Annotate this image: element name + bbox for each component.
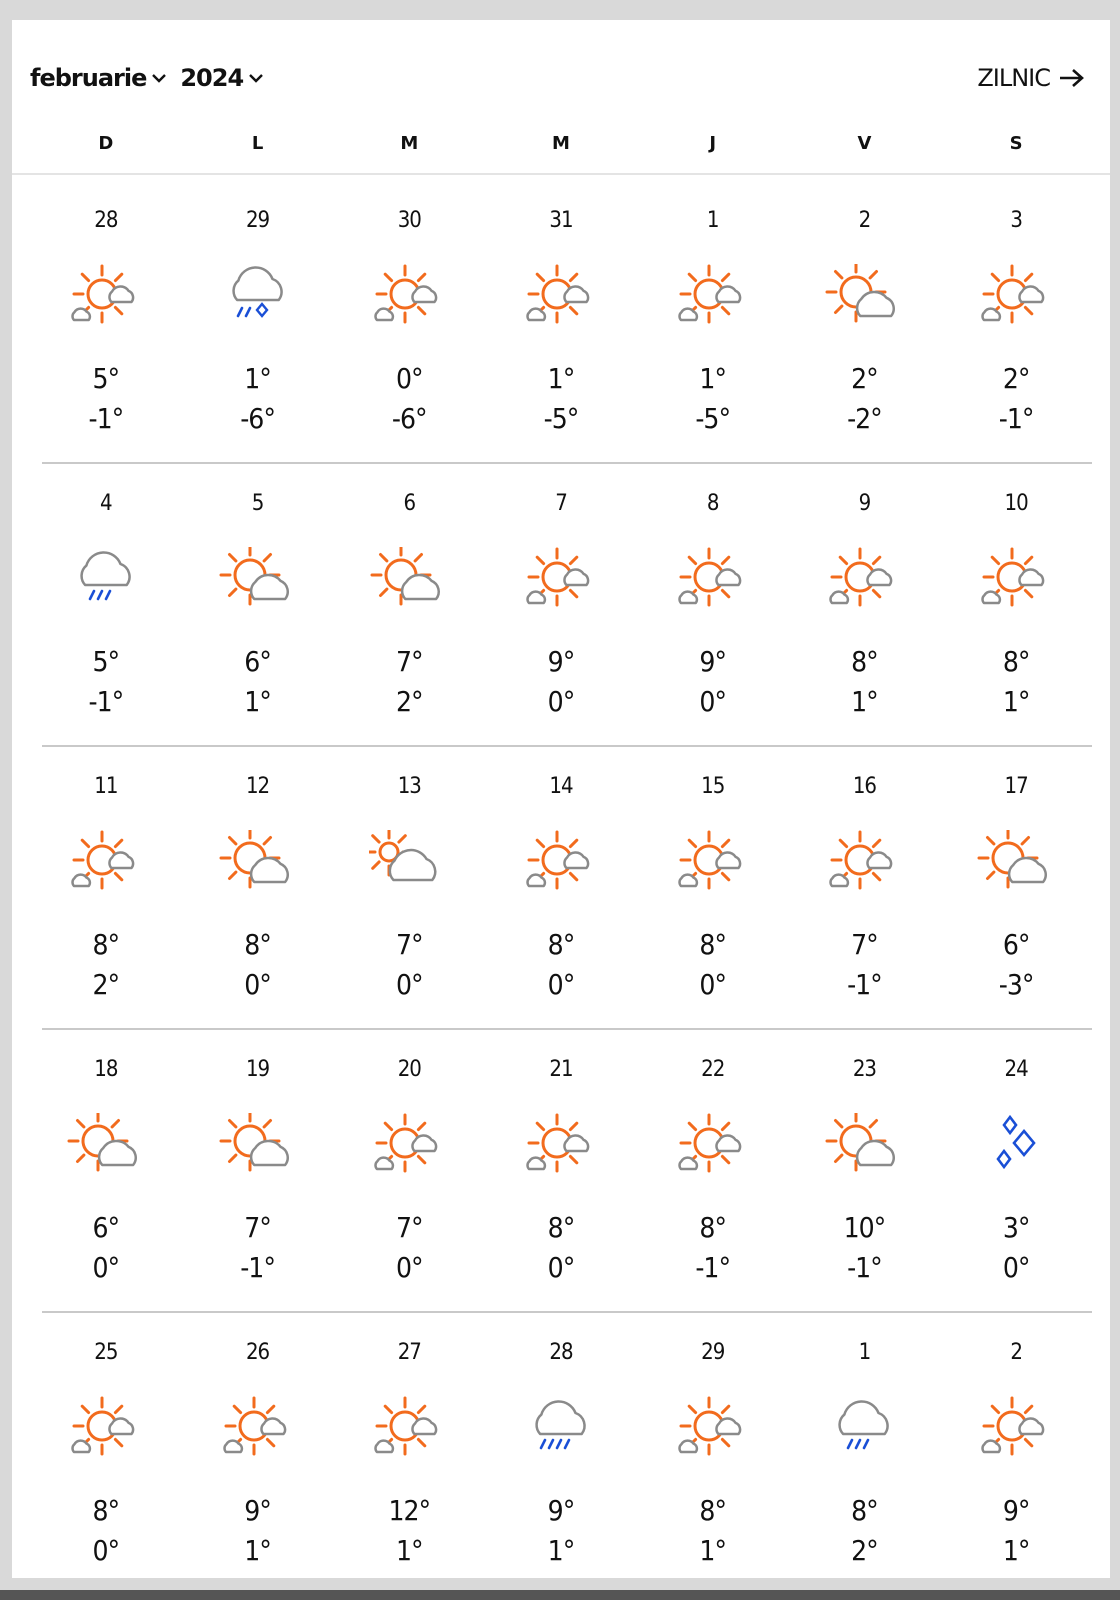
day-cell[interactable] (940, 463, 1092, 746)
partly-cloudy-icon (824, 264, 904, 328)
day-number: 22 (701, 1057, 725, 1082)
min-temperature: -1° (998, 402, 1034, 435)
sun-cloud-icon (521, 830, 601, 894)
min-temperature: 2° (92, 968, 120, 1001)
weekday-label: D (98, 133, 114, 154)
day-cell[interactable] (485, 1312, 637, 1595)
weekday-label: M (552, 133, 570, 154)
partly-cloudy-icon (218, 1113, 298, 1177)
day-cell[interactable] (485, 463, 637, 746)
min-temperature: 1° (851, 685, 878, 718)
day-cell[interactable] (940, 180, 1092, 463)
week-row (30, 463, 1092, 746)
day-number: 19 (245, 1057, 270, 1082)
sun-cloud-icon (673, 264, 753, 328)
max-temperature: 8° (851, 1494, 878, 1527)
day-number: 3 (1010, 208, 1022, 233)
min-temperature: 0° (92, 1251, 120, 1284)
day-cell[interactable] (333, 746, 485, 1029)
cloud-rain-icon (66, 547, 146, 611)
sleet-icon (976, 1113, 1056, 1177)
max-temperature: 9° (1002, 1494, 1030, 1527)
sun-cloud-icon (521, 1113, 601, 1177)
max-temperature: 8° (547, 928, 575, 961)
weekday-label: V (857, 133, 872, 154)
day-cell[interactable] (333, 180, 485, 463)
max-temperature: 8° (851, 645, 878, 678)
day-cell[interactable] (485, 180, 637, 463)
weekday-header (30, 126, 1092, 162)
divider (12, 173, 1110, 175)
min-temperature: -1° (88, 402, 124, 435)
max-temperature: 6° (244, 645, 271, 678)
day-cell[interactable] (30, 1029, 182, 1312)
min-temperature: 1° (1002, 685, 1030, 718)
partly-cloudy-icon (218, 547, 298, 611)
day-number: 9 (858, 491, 871, 516)
min-temperature: 0° (244, 968, 271, 1001)
day-cell[interactable] (30, 180, 182, 463)
day-cell[interactable] (30, 746, 182, 1029)
min-temperature: -6° (391, 402, 427, 435)
week-row (30, 746, 1092, 1029)
min-temperature: 0° (547, 968, 575, 1001)
max-temperature: 7° (395, 1211, 423, 1244)
min-temperature: -1° (847, 968, 882, 1001)
sun-cloud-icon (976, 264, 1056, 328)
min-temperature: 2° (851, 1534, 878, 1567)
weekday-label: J (709, 133, 717, 154)
min-temperature: -1° (695, 1251, 731, 1284)
max-temperature: 8° (699, 1494, 727, 1527)
max-temperature: 8° (699, 1211, 727, 1244)
min-temperature: 0° (395, 1251, 423, 1284)
week-row (30, 1312, 1092, 1595)
day-cell[interactable] (182, 1029, 334, 1312)
max-temperature: 9° (547, 645, 575, 678)
day-number: 7 (555, 491, 567, 516)
sun-cloud-icon (976, 1396, 1056, 1460)
min-temperature: 1° (699, 1534, 727, 1567)
max-temperature: 8° (1002, 645, 1030, 678)
day-number: 30 (397, 208, 421, 233)
sun-cloud-icon (824, 547, 904, 611)
max-temperature: 8° (244, 928, 271, 961)
sun-cloud-icon (976, 547, 1056, 611)
sun-cloud-icon (521, 264, 601, 328)
sun-cloud-icon (66, 1396, 146, 1460)
day-cell[interactable] (789, 1029, 941, 1312)
day-number: 10 (1004, 491, 1028, 516)
day-cell[interactable] (637, 1312, 789, 1595)
max-temperature: 2° (851, 362, 878, 395)
day-cell[interactable] (182, 463, 334, 746)
cloud-heavy-rain-icon (521, 1396, 601, 1460)
partly-cloudy-icon (824, 1113, 904, 1177)
day-cell[interactable] (485, 746, 637, 1029)
month-label: februarie (30, 64, 147, 92)
chevron-down-icon (150, 69, 168, 87)
max-temperature: 0° (395, 362, 423, 395)
min-temperature: 2° (395, 685, 423, 718)
sun-cloud-icon (673, 830, 753, 894)
min-temperature: -3° (998, 968, 1034, 1001)
period-selectors (30, 64, 273, 92)
partly-cloudy-icon (66, 1113, 146, 1177)
min-temperature: -5° (695, 402, 731, 435)
max-temperature: 2° (1002, 362, 1030, 395)
min-temperature: 0° (699, 685, 727, 718)
day-cell[interactable] (182, 180, 334, 463)
min-temperature: 1° (244, 685, 271, 718)
min-temperature: -5° (543, 402, 579, 435)
day-cell[interactable] (333, 1029, 485, 1312)
min-temperature: -2° (847, 402, 882, 435)
bottom-edge (0, 1590, 1120, 1600)
sun-cloud-icon (218, 1396, 298, 1460)
day-cell[interactable] (182, 1312, 334, 1595)
day-number: 1 (858, 1340, 871, 1365)
sun-cloud-icon (369, 264, 449, 328)
chevron-down-icon (247, 69, 265, 87)
day-number: 6 (403, 491, 416, 516)
weekday-label: L (251, 133, 264, 154)
day-number: 24 (1004, 1057, 1028, 1082)
max-temperature: 1° (244, 362, 271, 395)
max-temperature: 6° (92, 1211, 120, 1244)
min-temperature: -6° (240, 402, 275, 435)
min-temperature: 1° (547, 1534, 575, 1567)
day-cell[interactable] (940, 746, 1092, 1029)
min-temperature: 0° (92, 1534, 120, 1567)
day-number: 1 (706, 208, 719, 233)
year-label: 2024 (180, 64, 244, 92)
day-cell[interactable] (637, 463, 789, 746)
day-cell[interactable] (30, 463, 182, 746)
calendar-header (30, 56, 1086, 100)
daily-view-link[interactable] (977, 64, 1086, 92)
arrow-right-icon (1058, 67, 1086, 89)
max-temperature: 1° (699, 362, 727, 395)
day-number: 2 (858, 208, 871, 233)
day-cell[interactable] (789, 463, 941, 746)
week-row (30, 1029, 1092, 1312)
day-cell[interactable] (30, 1312, 182, 1595)
sun-cloud-icon (66, 264, 146, 328)
day-cell[interactable] (789, 1312, 941, 1595)
day-cell[interactable] (333, 463, 485, 746)
max-temperature: 8° (92, 928, 120, 961)
day-number: 26 (245, 1340, 270, 1365)
max-temperature: 10° (843, 1211, 886, 1244)
max-temperature: 9° (547, 1494, 575, 1527)
day-number: 15 (701, 774, 725, 799)
max-temperature: 6° (1002, 928, 1030, 961)
cloud-sleet-icon (218, 264, 298, 328)
day-cell[interactable] (789, 180, 941, 463)
day-cell[interactable] (182, 746, 334, 1029)
day-number: 11 (94, 774, 118, 799)
day-number: 14 (549, 774, 573, 799)
day-number: 12 (245, 774, 270, 799)
day-number: 27 (397, 1340, 421, 1365)
max-temperature: 5° (92, 362, 120, 395)
min-temperature: -1° (847, 1251, 882, 1284)
min-temperature: 1° (395, 1534, 423, 1567)
day-number: 20 (397, 1057, 421, 1082)
year-selector[interactable] (180, 64, 265, 92)
day-cell[interactable] (637, 1029, 789, 1312)
min-temperature: 1° (1002, 1534, 1030, 1567)
day-cell[interactable] (940, 1029, 1092, 1312)
day-cell[interactable] (789, 746, 941, 1029)
cloud-rain-icon (824, 1396, 904, 1460)
weekday-label: M (400, 133, 419, 154)
day-cell[interactable] (485, 1029, 637, 1312)
sun-cloud-icon (673, 1396, 753, 1460)
day-number: 23 (852, 1057, 877, 1082)
min-temperature: 0° (547, 685, 575, 718)
partly-cloudy-icon (976, 830, 1056, 894)
day-number: 29 (245, 208, 270, 233)
min-temperature: 0° (699, 968, 727, 1001)
day-number: 8 (706, 491, 719, 516)
min-temperature: 0° (395, 968, 423, 1001)
sun-cloud-icon (521, 547, 601, 611)
sun-cloud-icon (66, 830, 146, 894)
cloudy-icon (369, 830, 449, 894)
partly-cloudy-icon (218, 830, 298, 894)
day-number: 31 (549, 208, 573, 233)
weekday-label: S (1009, 133, 1023, 154)
max-temperature: 7° (244, 1211, 271, 1244)
day-cell[interactable] (940, 1312, 1092, 1595)
sun-cloud-icon (673, 547, 753, 611)
max-temperature: 9° (244, 1494, 271, 1527)
max-temperature: 3° (1002, 1211, 1030, 1244)
max-temperature: 8° (699, 928, 727, 961)
min-temperature: -1° (88, 685, 124, 718)
calendar-card (12, 20, 1110, 1578)
day-number: 28 (94, 208, 118, 233)
min-temperature: 0° (547, 1251, 575, 1284)
day-number: 17 (1004, 774, 1028, 799)
max-temperature: 7° (395, 928, 423, 961)
day-number: 28 (549, 1340, 573, 1365)
month-selector[interactable] (30, 64, 168, 92)
max-temperature: 8° (92, 1494, 120, 1527)
sun-cloud-icon (673, 1113, 753, 1177)
week-row (30, 180, 1092, 463)
day-number: 5 (251, 491, 264, 516)
max-temperature: 8° (547, 1211, 575, 1244)
day-cell[interactable] (333, 1312, 485, 1595)
calendar-grid (30, 180, 1092, 1595)
day-number: 2 (1010, 1340, 1022, 1365)
max-temperature: 5° (92, 645, 120, 678)
min-temperature: -1° (240, 1251, 275, 1284)
max-temperature: 1° (547, 362, 575, 395)
min-temperature: 0° (1002, 1251, 1030, 1284)
day-number: 18 (94, 1057, 118, 1082)
sun-cloud-icon (369, 1113, 449, 1177)
day-number: 29 (701, 1340, 725, 1365)
max-temperature: 12° (388, 1494, 431, 1527)
partly-cloudy-icon (369, 547, 449, 611)
day-number: 21 (549, 1057, 573, 1082)
sun-cloud-icon (369, 1396, 449, 1460)
sun-cloud-icon (824, 830, 904, 894)
daily-view-label: ZILNIC (977, 64, 1050, 92)
max-temperature: 7° (395, 645, 423, 678)
day-number: 25 (94, 1340, 118, 1365)
day-number: 13 (397, 774, 421, 799)
day-cell[interactable] (637, 180, 789, 463)
day-cell[interactable] (637, 746, 789, 1029)
max-temperature: 9° (699, 645, 727, 678)
min-temperature: 1° (244, 1534, 271, 1567)
day-number: 16 (852, 774, 877, 799)
max-temperature: 7° (851, 928, 878, 961)
day-number: 4 (100, 491, 112, 516)
